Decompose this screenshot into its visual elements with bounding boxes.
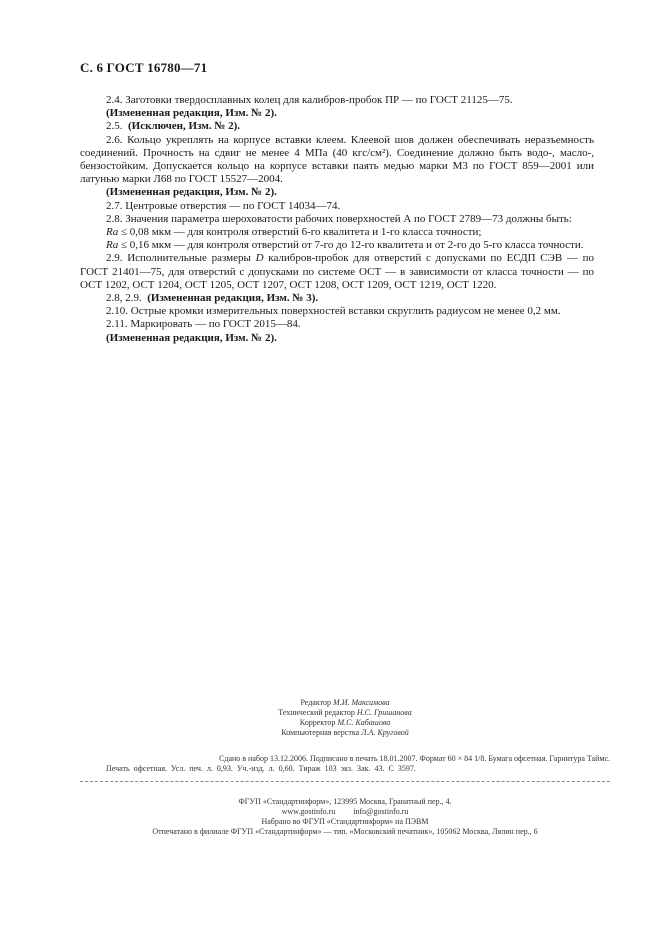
clause-2-11: 2.11. Маркировать — по ГОСТ 2015—84.: [106, 318, 301, 331]
clause-2-5: 2.5. (Исключен, Изм. № 2).: [106, 120, 241, 133]
clause-2-6: 2.6. Кольцо укреплять на корпусе вставки клеем. Клеевой шов должен обеспечивать неразъемность соединений. Прочность на сдвиг не менее 4 МПа (40 кгс/см²). Соединение должно быть водо-, масло-, бензостойким. Допускается кольцо на корпусе вставки паять медью марки М3 по ГОСТ 859—2001 или латунью марки Л68 по ГОСТ 15527—2004.: [80, 133, 594, 186]
pub-details-row: Сдано в набор 13.12.2006. Подписано в печать 18.01.2007. Формат 60 × 84 1/8. Бумага офсетная. Гарнитура Таймс.: [219, 754, 610, 763]
corrector-line: Корректор М.С. Кабашова: [299, 718, 391, 727]
amendment-note: (Измененная редакция, Изм. № 2).: [106, 186, 277, 199]
clause-2-10: 2.10. Острые кромки измерительных поверхностей вставки скруглить радиусом не менее 0,2 мм.: [106, 305, 561, 318]
roughness-item-1: Ra ≤ 0,08 мкм — для контроля отверстий 6-го квалитета и 1-го класса точности;: [106, 226, 482, 239]
publication-details: [80, 754, 610, 774]
pub-details-row: Печать офсетная. Усл. печ. л. 0,93. Уч.-изд. л. 0,60. Тираж 103 экз. Зак. 43. С 3597.: [106, 764, 416, 773]
tech-editor-line: Технический редактор Н.С. Гришанова: [278, 708, 412, 717]
editorial-staff: [80, 698, 610, 738]
publisher-address: ФГУП «Стандартинформ», 123995 Москва, Гранатный пер., 4.: [238, 797, 452, 806]
printer-note: Отпечатано в филиале ФГУП «Стандартинформ» — тип. «Московский печатник», 105062 Москва, Лялин пер., 6: [152, 827, 538, 836]
amendment-note: (Измененная редакция, Изм. № 2).: [106, 107, 277, 120]
publisher-info: [80, 797, 610, 837]
amendment-note: (Измененная редакция, Изм. № 2).: [106, 331, 277, 344]
clause-2-7: 2.7. Центровые отверстия — по ГОСТ 14034—74.: [106, 199, 341, 212]
document-body: [80, 94, 594, 345]
roughness-item-2: Ra ≤ 0,16 мкм — для контроля отверстий от 7-го до 12-го квалитета и от 2-го до 5-го класса точности.: [106, 239, 584, 252]
website-link[interactable]: www.gostinfo.ru: [281, 807, 336, 816]
email-link[interactable]: info@gostinfo.ru: [353, 807, 409, 816]
clause-2-9: 2.9. Исполнительные размеры D калибров-пробок для отверстий с допусками по ЕСДП СЭВ — по ГОСТ 21401—75, для отверстий с допусками по системе ОСТ — в зависимости от класса точности — по ОСТ 1202, ОСТ 1204, ОСТ 1205, ОСТ 1207, ОСТ 1208, ОСТ 1209, ОСТ 1219, ОСТ 1220.: [80, 252, 594, 291]
typeset-note: Набрано во ФГУП «Стандартинформ» на ПЭВМ: [261, 817, 429, 826]
amendment-note: 2.8, 2.9. (Измененная редакция, Изм. № 3).: [106, 292, 319, 305]
clause-2-4: 2.4. Заготовки твердосплавных колец для калибров-пробок ПР — по ГОСТ 21125—75.: [106, 94, 513, 106]
editor-line: Редактор М.И. Максимова: [300, 698, 390, 707]
layout-line: Компьютерная верстка Л.А. Круговой: [281, 728, 409, 737]
page-header: С. 6 ГОСТ 16780—71: [80, 60, 208, 75]
divider-line: [80, 781, 610, 782]
publisher-contacts: [80, 807, 610, 817]
clause-2-8: 2.8. Значения параметра шероховатости рабочих поверхностей А по ГОСТ 2789—73 должны быть:: [106, 212, 572, 225]
